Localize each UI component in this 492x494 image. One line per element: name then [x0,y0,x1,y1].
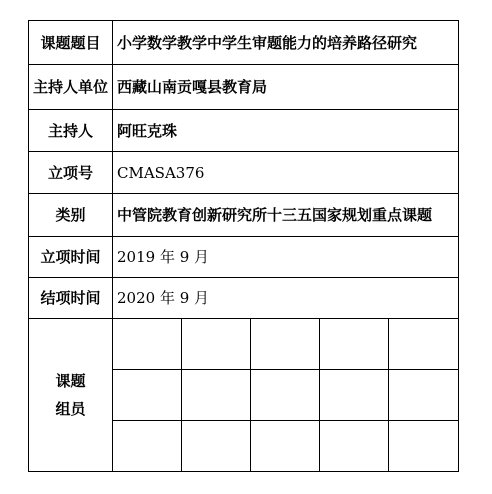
member-cell [113,370,182,421]
member-cell [182,370,251,421]
table-row-end-date [29,278,459,319]
member-cell [113,319,182,370]
category-label: 类别 [29,194,113,237]
host-label: 主持人 [29,110,113,152]
category-value: 中管院教育创新研究所十三五国家规划重点课题 [113,194,459,237]
member-cell [389,319,459,370]
member-cell [389,370,459,421]
start-date-value: 2019 年 9 月 [113,237,459,278]
host-unit-value: 西藏山南贡嘎县教育局 [113,65,459,110]
host-value: 阿旺克珠 [113,110,459,152]
member-cell [320,421,389,472]
member-cell [251,370,320,421]
topic-value: 小学数学教学中学生审题能力的培养路径研究 [113,21,459,65]
project-number-label: 立项号 [29,152,113,194]
members-label [29,319,113,472]
member-cell [113,421,182,472]
member-cell [251,421,320,472]
table-row-project-number [29,152,459,194]
member-cell [182,421,251,472]
table-row-start-date [29,237,459,278]
table-row-topic [29,21,459,65]
table-row-host [29,110,459,152]
table-row-host-unit [29,65,459,110]
members-label-line1: 课题 [55,372,86,390]
table-row-category [29,194,459,237]
project-info-table [28,20,459,472]
topic-label: 课题题目 [29,21,113,65]
member-cell [320,370,389,421]
member-cell [389,421,459,472]
end-date-label: 结项时间 [29,278,113,319]
table-row-members [29,319,459,370]
start-date-label: 立项时间 [29,237,113,278]
member-cell [182,319,251,370]
host-unit-label: 主持人单位 [29,65,113,110]
member-cell [320,319,389,370]
project-number-value: CMASA376 [113,152,459,194]
member-cell [251,319,320,370]
members-label-line2: 组员 [55,400,86,418]
end-date-value: 2020 年 9 月 [113,278,459,319]
